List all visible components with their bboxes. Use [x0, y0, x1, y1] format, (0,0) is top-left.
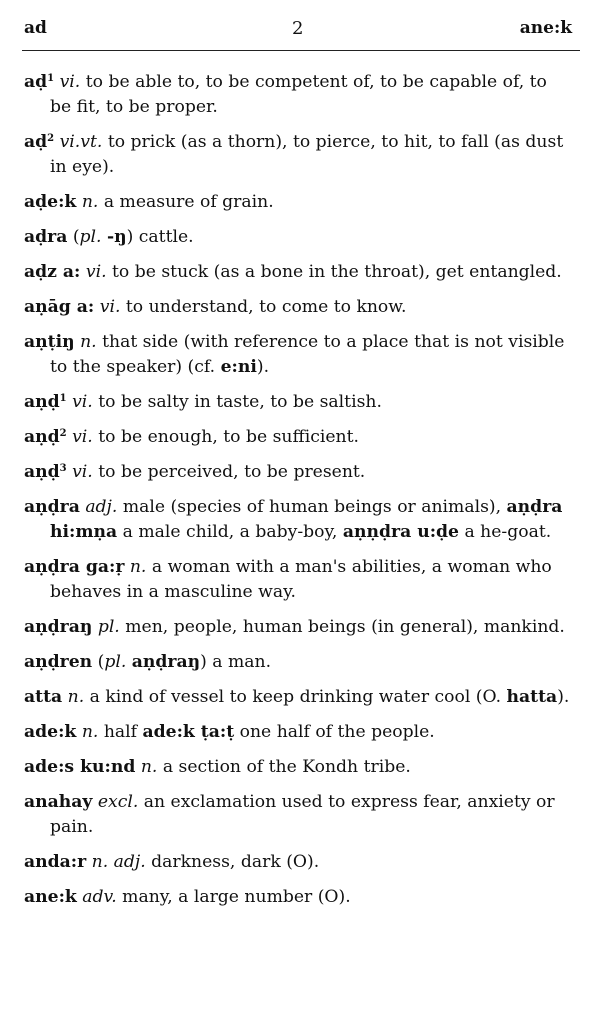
- dictionary-entry: [24, 390, 572, 415]
- definition: a section of the Kondh tribe.: [162, 757, 411, 777]
- part-of-speech: pl.: [79, 227, 102, 247]
- dictionary-entry: aḍra (pl. -ŋ) cattle.: [24, 227, 194, 247]
- headword: aṇāg a:: [24, 297, 95, 317]
- definition: to be enough, to be sufficient.: [98, 427, 359, 447]
- headword: aḍe:k: [24, 192, 77, 212]
- dictionary-entry: [24, 555, 572, 605]
- header-rule: [22, 50, 580, 51]
- dictionary-entry: aṇṭiŋ n. that side (with reference to a place that is not visible to the speaker) (cf. e:ni).: [24, 332, 565, 377]
- part-of-speech: n.: [129, 557, 147, 577]
- definition: an exclamation used to express fear, anxiety or pain.: [50, 792, 555, 837]
- headword: aṇḍ$^2$: [24, 427, 67, 447]
- dictionary-entry: [24, 70, 572, 120]
- plural-form: -ŋ: [106, 227, 127, 247]
- part-of-speech: vi.: [85, 262, 107, 282]
- part-of-speech: n. adj.: [91, 852, 146, 872]
- definition: ) a man.: [200, 652, 272, 672]
- cross-reference: e:ni: [220, 357, 257, 377]
- dictionary-entry: [24, 755, 572, 780]
- headword: aḍz a:: [24, 262, 81, 282]
- part-of-speech: vi.vt.: [59, 132, 103, 152]
- dictionary-entry: [24, 495, 572, 545]
- entry-list: [24, 70, 572, 920]
- dictionary-entry: [24, 260, 572, 285]
- dictionary-entry: [24, 885, 572, 910]
- dictionary-entry: atta n. a kind of vessel to keep drinking water cool (O. hatta).: [24, 687, 570, 707]
- guide-word-right: ane:k: [519, 18, 572, 38]
- headword: aṇṭiŋ: [24, 332, 75, 352]
- part-of-speech: n.: [80, 332, 97, 352]
- cross-reference: ade:k ṭa:ṭ: [142, 722, 235, 742]
- part-of-speech: pl.: [97, 617, 120, 637]
- part-of-speech: n.: [140, 757, 158, 777]
- headword: ade:k: [24, 722, 77, 742]
- definition: a measure of grain.: [103, 192, 274, 212]
- definition: many, a large number (O).: [122, 887, 351, 907]
- sub-entry: aṇḍra hi:mṇa: [50, 497, 563, 542]
- definition: half: [103, 722, 138, 742]
- part-of-speech: adj.: [85, 497, 118, 517]
- part-of-speech: vi.: [99, 297, 121, 317]
- sub-entry: aṇṇḍra u:ḍe: [342, 522, 459, 542]
- headword: atta: [24, 687, 63, 707]
- definition: a kind of vessel to keep drinking water cool (O.: [89, 687, 502, 707]
- headword: anahay: [24, 792, 93, 812]
- definition: to be perceived, to be present.: [98, 462, 366, 482]
- dictionary-entry: [24, 130, 572, 180]
- part-of-speech: vi.: [72, 462, 93, 482]
- sub-entry-definition: a he-goat.: [464, 522, 552, 542]
- dictionary-entry: [24, 850, 572, 875]
- definition: men, people, human beings (in general), mankind.: [125, 617, 565, 637]
- headword: aḍ$^1$: [24, 72, 55, 92]
- definition: to be salty in taste, to be saltish.: [98, 392, 382, 412]
- headword: ane:k: [24, 887, 77, 907]
- definition: a woman with a man's abilities, a woman who behaves in a masculine way.: [50, 557, 552, 602]
- definition: to be able to, to be competent of, to be capable of, to be fit, to be proper.: [50, 72, 547, 117]
- dictionary-entry: [24, 790, 572, 840]
- guide-word-left: ad: [24, 18, 47, 38]
- headword: aṇḍra ga:ṛ: [24, 557, 125, 577]
- dictionary-entry: [24, 460, 572, 485]
- definition: ) cattle.: [126, 227, 194, 247]
- definition: to understand, to come to know.: [125, 297, 407, 317]
- part-of-speech: n.: [81, 192, 99, 212]
- plural-form: aṇḍraŋ: [131, 652, 201, 672]
- part-of-speech: pl.: [104, 652, 127, 672]
- dictionary-entry: ade:k n. half ade:k ṭa:ṭ one half of the people.: [24, 722, 435, 742]
- headword: aṇḍ$^3$: [24, 462, 67, 482]
- headword: ade:s ku:nd: [24, 757, 136, 777]
- definition: that side (with reference to a place that is not visible to the speaker) (cf.: [50, 332, 565, 377]
- headword: aṇḍra: [24, 497, 80, 517]
- headword: aḍ$^2$: [24, 132, 55, 152]
- part-of-speech: vi.: [59, 72, 81, 92]
- headword: aḍra: [24, 227, 68, 247]
- definition: darkness, dark (O).: [151, 852, 320, 872]
- headword: aṇḍren: [24, 652, 93, 672]
- dictionary-entry: aṇḍren (pl. aṇḍraŋ) a man.: [24, 652, 272, 672]
- part-of-speech: excl.: [97, 792, 139, 812]
- part-of-speech: n.: [67, 687, 85, 707]
- dictionary-entry: [24, 425, 572, 450]
- part-of-speech: vi.: [72, 392, 93, 412]
- definition: male (species of human beings or animals),: [122, 497, 502, 517]
- page-number: 2: [292, 18, 304, 39]
- sub-entry-definition: a male child, a baby-boy,: [122, 522, 338, 542]
- running-head: [24, 18, 572, 44]
- dictionary-entry: [24, 615, 572, 640]
- part-of-speech: n.: [81, 722, 99, 742]
- part-of-speech: vi.: [72, 427, 93, 447]
- headword: aṇḍraŋ: [24, 617, 93, 637]
- headword: aṇḍ$^1$: [24, 392, 67, 412]
- cross-reference: hatta: [506, 687, 558, 707]
- headword: anda:r: [24, 852, 87, 872]
- dictionary-entry: [24, 190, 572, 215]
- definition: to prick (as a thorn), to pierce, to hit, to fall (as dust in eye).: [50, 132, 564, 177]
- dictionary-entry: [24, 295, 572, 320]
- part-of-speech: adv.: [82, 887, 117, 907]
- definition: to be stuck (as a bone in the throat), get entangled.: [112, 262, 562, 282]
